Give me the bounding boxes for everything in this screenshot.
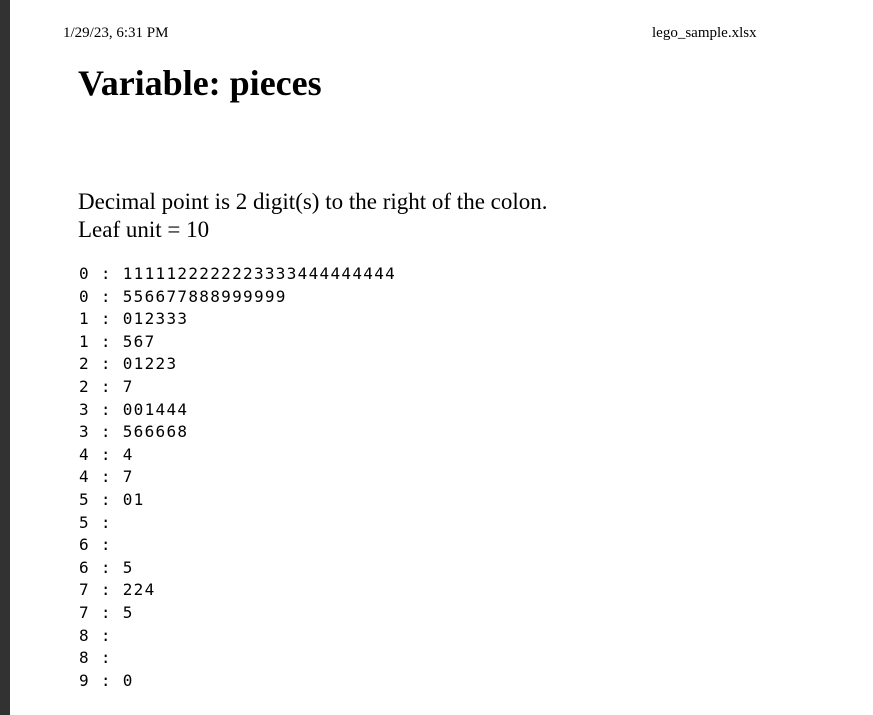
stem-separator: :	[89, 489, 123, 509]
print-date: 1/29/23, 6:31 PM	[63, 25, 169, 41]
stem-row	[79, 512, 396, 535]
leaf-values: 224	[122, 580, 156, 600]
page-title: Variable: pieces	[78, 63, 322, 103]
stem-row	[79, 376, 396, 399]
stem-separator: :	[89, 557, 123, 577]
stem-row	[79, 353, 396, 376]
stem-separator: :	[89, 376, 123, 396]
stem-value: 8	[79, 648, 90, 668]
leaf-unit-note: Leaf unit = 10	[78, 217, 210, 242]
leaf-values: 566668	[122, 422, 189, 442]
stem-value: 7	[79, 580, 90, 600]
stem-row	[79, 308, 396, 331]
stem-row	[79, 670, 396, 693]
stem-row	[79, 421, 396, 444]
stem-separator: :	[89, 625, 123, 645]
stem-separator: :	[89, 535, 123, 555]
stem-value: 0	[79, 286, 90, 306]
leaf-values: 012333	[122, 309, 189, 329]
stem-value: 6	[79, 535, 90, 555]
stem-value: 1	[79, 309, 90, 329]
stem-row	[79, 647, 396, 670]
stem-row	[79, 489, 396, 512]
stem-separator: :	[89, 444, 123, 464]
stem-separator: :	[89, 264, 123, 283]
stem-value: 2	[79, 354, 90, 374]
stem-separator: :	[89, 580, 123, 600]
print-filename: lego_sample.xlsx	[652, 25, 757, 41]
stem-separator: :	[89, 648, 123, 668]
stem-separator: :	[89, 354, 123, 374]
viewer-left-edge	[0, 0, 10, 715]
stem-row	[79, 557, 396, 580]
stem-and-leaf-plot	[79, 263, 396, 692]
leaf-values: 7	[122, 376, 134, 396]
leaf-values: 001444	[122, 399, 189, 419]
leaf-values: 7	[122, 467, 134, 487]
stem-separator: :	[89, 602, 123, 622]
stem-row	[79, 602, 396, 625]
leaf-values: 5	[122, 602, 134, 622]
stem-row	[79, 263, 396, 286]
stem-value: 0	[79, 264, 90, 283]
stem-row	[79, 579, 396, 602]
stem-value: 6	[79, 557, 90, 577]
leaf-values: 4	[122, 444, 134, 464]
decimal-point-note: Decimal point is 2 digit(s) to the right of the colon.	[78, 189, 548, 214]
stem-separator: :	[89, 422, 123, 442]
stem-separator: :	[89, 670, 123, 690]
stem-value: 7	[79, 602, 90, 622]
stem-row	[79, 399, 396, 422]
stem-row	[79, 331, 396, 354]
stem-row	[79, 286, 396, 309]
leaf-values: 01	[122, 489, 145, 509]
leaf-values: 1111122222223333444444444	[122, 264, 397, 283]
stem-separator: :	[89, 309, 123, 329]
stem-separator: :	[89, 467, 123, 487]
stem-separator: :	[89, 399, 123, 419]
leaf-values: 0	[122, 670, 134, 690]
stem-value: 5	[79, 512, 90, 532]
stem-separator: :	[89, 331, 123, 351]
stem-value: 3	[79, 422, 90, 442]
leaf-values: 5	[122, 557, 134, 577]
stem-row	[79, 466, 396, 489]
stem-row	[79, 534, 396, 557]
stem-value: 5	[79, 489, 90, 509]
stem-row	[79, 625, 396, 648]
stem-value: 2	[79, 376, 90, 396]
leaf-values: 556677888999999	[122, 286, 287, 306]
stem-value: 4	[79, 467, 90, 487]
stem-separator: :	[89, 286, 123, 306]
stem-value: 9	[79, 670, 90, 690]
stem-value: 1	[79, 331, 90, 351]
stem-value: 4	[79, 444, 90, 464]
leaf-values: 01223	[122, 354, 178, 374]
stem-value: 3	[79, 399, 90, 419]
stem-separator: :	[89, 512, 123, 532]
stem-value: 8	[79, 625, 90, 645]
leaf-values: 567	[122, 331, 156, 351]
stem-row	[79, 444, 396, 467]
